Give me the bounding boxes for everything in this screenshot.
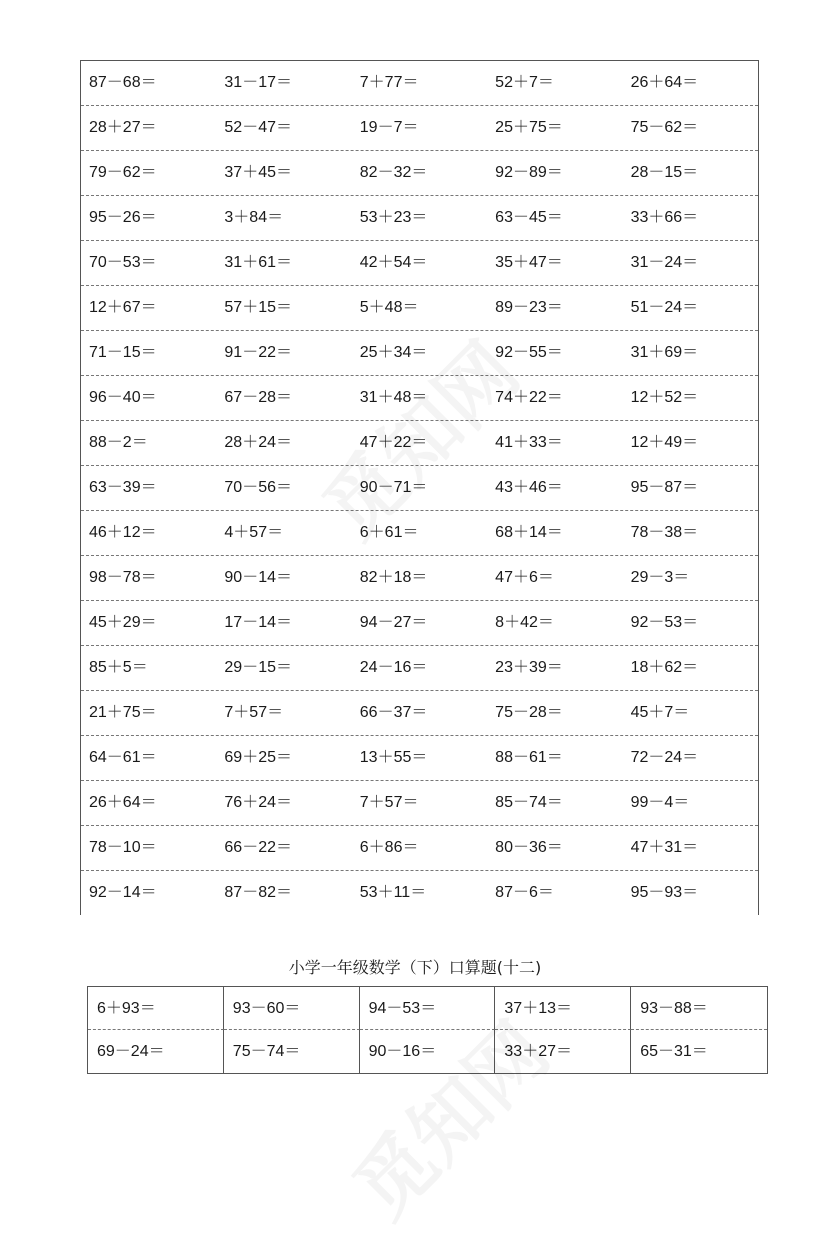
problem-cell: 7＋57＝ xyxy=(224,704,284,721)
problem-cell: 63－45＝ xyxy=(495,209,563,226)
problem-cell: 72－24＝ xyxy=(630,749,699,766)
problem-cell: 94－27＝ xyxy=(359,614,428,631)
problem-cell: 3＋84＝ xyxy=(224,209,284,226)
problem-cell: 94－53＝ xyxy=(360,987,496,1030)
table-row xyxy=(81,556,758,601)
table-row xyxy=(81,826,758,871)
problem-cell: 89－23＝ xyxy=(495,299,563,316)
problem-cell: 96－40＝ xyxy=(89,389,157,406)
problem-cell: 26＋64＝ xyxy=(630,74,699,91)
table-row xyxy=(81,781,758,826)
problem-cell: 57＋15＝ xyxy=(224,299,292,316)
problem-cell: 99－4＝ xyxy=(630,794,690,811)
problem-cell: 76＋24＝ xyxy=(224,794,292,811)
problem-cell: 95－26＝ xyxy=(89,209,157,226)
problem-cell: 53＋11＝ xyxy=(359,884,427,901)
problem-cell: 90－14＝ xyxy=(224,569,292,586)
table-row xyxy=(81,511,758,556)
table-row xyxy=(81,691,758,736)
problem-cell: 82＋18＝ xyxy=(359,569,428,586)
problem-cell: 8＋42＝ xyxy=(495,614,554,631)
problem-cell: 24－16＝ xyxy=(359,659,428,676)
table-row xyxy=(81,241,758,286)
table-row xyxy=(81,736,758,781)
problem-cell: 41＋33＝ xyxy=(495,434,563,451)
problem-cell: 92－53＝ xyxy=(630,614,699,631)
problem-cell: 79－62＝ xyxy=(89,164,157,181)
problem-cell: 46＋12＝ xyxy=(89,524,157,541)
problem-cell: 70－56＝ xyxy=(224,479,292,496)
problem-cell: 82－32＝ xyxy=(359,164,428,181)
table-row xyxy=(81,331,758,376)
problem-cell: 47＋6＝ xyxy=(495,569,554,586)
problem-table-1 xyxy=(80,60,759,915)
problem-cell: 95－87＝ xyxy=(630,479,699,496)
problem-cell: 63－39＝ xyxy=(89,479,157,496)
problem-cell: 88－2＝ xyxy=(89,434,148,451)
problem-cell: 42＋54＝ xyxy=(359,254,428,271)
problem-cell: 43＋46＝ xyxy=(495,479,563,496)
problem-cell: 19－7＝ xyxy=(359,119,419,136)
problem-cell: 29－3＝ xyxy=(630,569,690,586)
problem-cell: 88－61＝ xyxy=(495,749,563,766)
problem-cell: 75－74＝ xyxy=(224,1030,360,1073)
problem-cell: 25＋34＝ xyxy=(359,344,428,361)
problem-cell: 7＋57＝ xyxy=(359,794,419,811)
problem-cell: 85－74＝ xyxy=(495,794,563,811)
problem-cell: 69－24＝ xyxy=(88,1030,224,1073)
table-row xyxy=(81,871,758,915)
table-row xyxy=(81,286,758,331)
problem-cell: 52－47＝ xyxy=(224,119,292,136)
problem-cell: 35＋47＝ xyxy=(495,254,563,271)
problem-cell: 23＋39＝ xyxy=(495,659,563,676)
problem-cell: 12＋49＝ xyxy=(630,434,699,451)
problem-cell: 47＋22＝ xyxy=(359,434,428,451)
problem-cell: 12＋52＝ xyxy=(630,389,699,406)
table-row xyxy=(81,601,758,646)
problem-cell: 31－17＝ xyxy=(224,74,292,91)
problem-cell: 71－15＝ xyxy=(89,344,157,361)
problem-cell: 31＋48＝ xyxy=(359,389,428,406)
problem-cell: 66－37＝ xyxy=(359,704,428,721)
problem-cell: 69＋25＝ xyxy=(224,749,292,766)
problem-cell: 21＋75＝ xyxy=(89,704,157,721)
problem-cell: 75－62＝ xyxy=(630,119,699,136)
problem-cell: 68＋14＝ xyxy=(495,524,563,541)
problem-cell: 78－38＝ xyxy=(630,524,699,541)
problem-cell: 98－78＝ xyxy=(89,569,157,586)
problem-cell: 93－60＝ xyxy=(224,987,360,1030)
table-row xyxy=(81,646,758,691)
problem-table-2 xyxy=(87,986,768,1074)
problem-cell: 37＋45＝ xyxy=(224,164,292,181)
problem-cell: 31＋69＝ xyxy=(630,344,699,361)
problem-cell: 33＋27＝ xyxy=(495,1030,631,1073)
problem-cell: 18＋62＝ xyxy=(630,659,699,676)
problem-cell: 70－53＝ xyxy=(89,254,157,271)
problem-cell: 6＋61＝ xyxy=(359,524,419,541)
problem-cell: 65－31＝ xyxy=(640,1043,708,1060)
problem-cell: 17－14＝ xyxy=(224,614,292,631)
problem-cell: 47＋31＝ xyxy=(630,839,699,856)
table-row xyxy=(81,376,758,421)
problem-cell: 25＋75＝ xyxy=(495,119,563,136)
table-row xyxy=(81,151,758,196)
problem-cell: 26＋64＝ xyxy=(89,794,157,811)
problem-cell: 7＋77＝ xyxy=(359,74,419,91)
problem-cell: 45＋29＝ xyxy=(89,614,157,631)
problem-cell: 37＋13＝ xyxy=(495,987,631,1030)
problem-cell: 31＋61＝ xyxy=(224,254,292,271)
problem-cell: 91－22＝ xyxy=(224,344,292,361)
problem-cell: 6＋86＝ xyxy=(359,839,419,856)
problem-cell: 28－15＝ xyxy=(630,164,699,181)
problem-cell: 92－14＝ xyxy=(89,884,157,901)
problem-cell: 93－88＝ xyxy=(631,987,767,1030)
problem-cell: 87－82＝ xyxy=(224,884,292,901)
problem-cell: 52＋7＝ xyxy=(495,74,554,91)
problem-cell: 75－28＝ xyxy=(495,704,563,721)
problem-cell: 90－71＝ xyxy=(359,479,428,496)
problem-cell: 92－89＝ xyxy=(495,164,563,181)
problem-cell: 33＋66＝ xyxy=(630,209,699,226)
problem-cell: 90－16＝ xyxy=(360,1030,496,1073)
table-row xyxy=(81,106,758,151)
problem-cell: 12＋67＝ xyxy=(89,299,157,316)
problem-cell: 64－61＝ xyxy=(89,749,157,766)
problem-cell: 4＋57＝ xyxy=(224,524,284,541)
problem-cell: 87－6＝ xyxy=(495,884,554,901)
problem-cell: 74＋22＝ xyxy=(495,389,563,406)
problem-cell: 67－28＝ xyxy=(224,389,292,406)
table-row xyxy=(81,421,758,466)
problem-cell: 80－36＝ xyxy=(495,839,563,856)
problem-cell: 29－15＝ xyxy=(224,659,292,676)
problem-cell: 6＋93＝ xyxy=(88,987,224,1030)
problem-cell: 78－10＝ xyxy=(89,839,157,856)
problem-cell: 28＋27＝ xyxy=(89,119,157,136)
problem-cell: 51－24＝ xyxy=(630,299,699,316)
table-row xyxy=(81,466,758,511)
table-row xyxy=(81,196,758,241)
problem-cell: 5＋48＝ xyxy=(359,299,419,316)
problem-cell: 53＋23＝ xyxy=(359,209,428,226)
problem-cell: 31－24＝ xyxy=(630,254,699,271)
problem-cell: 92－55＝ xyxy=(495,344,563,361)
problem-cell: 28＋24＝ xyxy=(224,434,292,451)
problem-cell: 13＋55＝ xyxy=(359,749,428,766)
problem-cell: 87－68＝ xyxy=(89,74,157,91)
problem-cell: 95－93＝ xyxy=(630,884,699,901)
problem-cell: 45＋7＝ xyxy=(630,704,690,721)
section-title: 小学一年级数学（下）口算题(十二) xyxy=(288,958,542,977)
problem-cell: 66－22＝ xyxy=(224,839,292,856)
table-row xyxy=(81,61,758,106)
problem-cell: 85＋5＝ xyxy=(89,659,148,676)
